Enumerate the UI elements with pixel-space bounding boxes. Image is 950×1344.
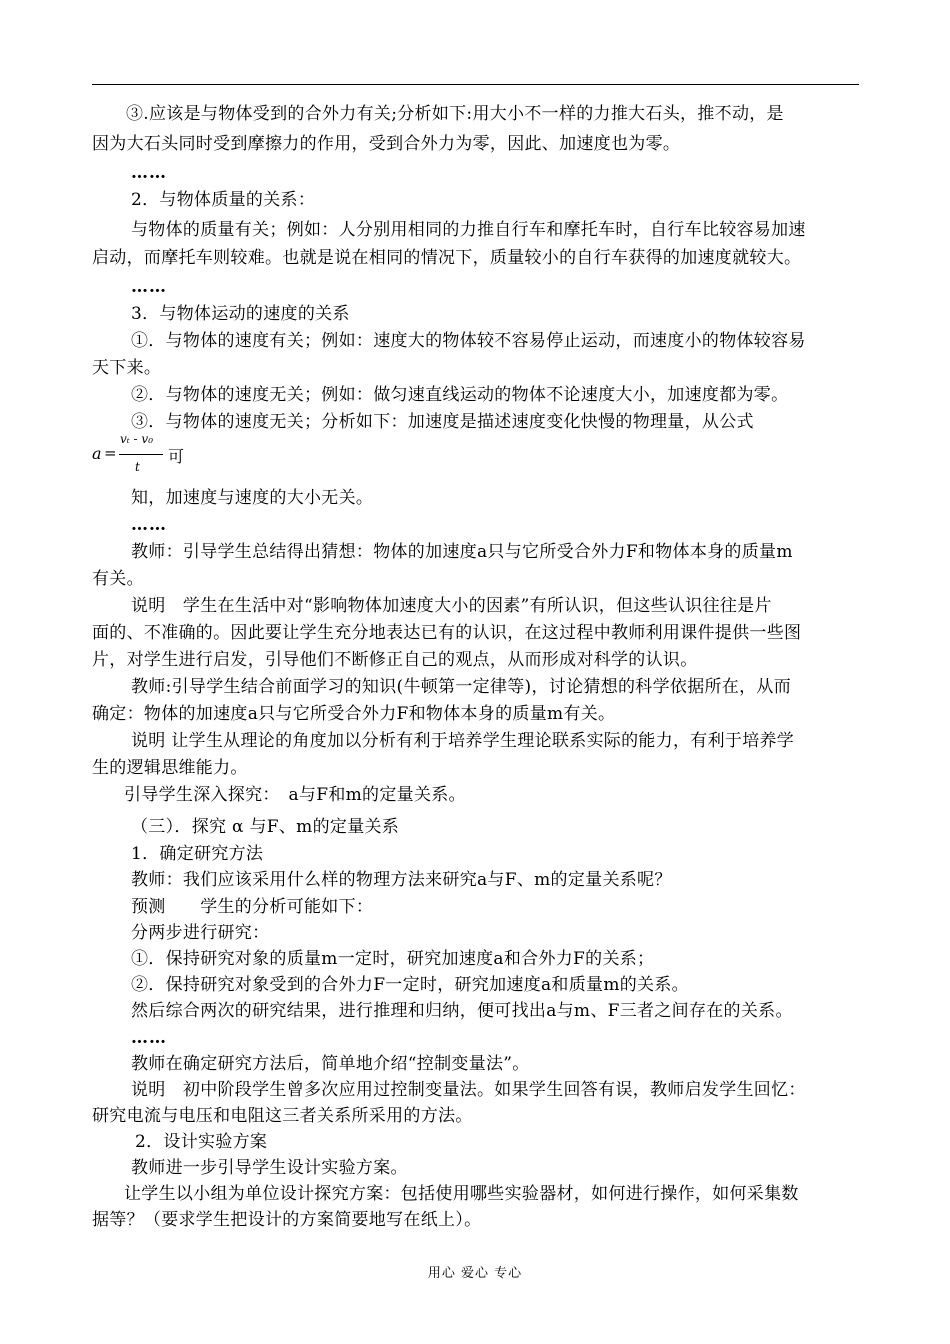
text-line: 2．与物体质量的关系：: [131, 190, 316, 210]
formula-numerator: vₜ - v₀: [120, 432, 154, 446]
text-line: 引导学生深入探究： a与F和m的定量关系。: [124, 785, 466, 805]
text-line: ①．与物体的速度有关；例如：速度大的物体较不容易停止运动，而速度小的物体较容易: [131, 331, 806, 351]
text-line: 然后综合两次的研究结果，进行推理和归纳，便可找出a与m、F三者之间存在的关系。: [131, 1001, 793, 1021]
header-rule: [92, 84, 859, 85]
text-line: ①．保持研究对象的质量m一定时，研究加速度a和合外力F的关系；: [131, 949, 655, 969]
text-line: 教师:引导学生结合前面学习的知识(牛顿第一定律等)，讨论猜想的科学依据所在，从而: [131, 677, 791, 697]
text-line: （三）．探究 α 与F、m的定量关系: [131, 817, 400, 837]
text-line: 据等？（要求学生把设计的方案简要地写在纸上）。: [92, 1210, 482, 1230]
text-line: 说明 让学生从理论的角度加以分析有利于培养学生理论联系实际的能力，有利于培养学: [131, 731, 795, 751]
text-line: 教师进一步引导学生设计实验方案。: [131, 1158, 408, 1178]
text-line: 分两步进行研究：: [131, 923, 270, 943]
text-line: 1．确定研究方法: [131, 844, 264, 864]
text-line: 研究电流与电压和电阻这三者关系所采用的方法。: [92, 1106, 473, 1126]
text-line: 片，对学生进行启发，引导他们不断修正自己的观点，从而形成对科学的认识。: [92, 650, 698, 670]
formula-equals: =: [104, 444, 117, 462]
text-line: ②．保持研究对象受到的合外力F一定时，研究加速度a和质量m的关系。: [131, 975, 689, 995]
text-line: 教师：引导学生总结得出猜想：物体的加速度a只与它所受合外力F和物体本身的质量m: [131, 542, 793, 562]
text-line: 面的、不准确的。因此要让学生充分地表达已有的认识，在这过程中教师利用课件提供一些图: [92, 623, 802, 643]
text-line: ③.应该是与物体受到的合外力有关;分析如下:用大小不一样的力推大石头，推不动，是: [126, 104, 784, 124]
text-line: 2．设计实验方案: [135, 1132, 268, 1152]
text-line: 说明 学生在生活中对“影响物体加速度大小的因素”有所认识，但这些认识往往是片: [131, 596, 772, 616]
text-line: ②．与物体的速度无关；例如：做匀速直线运动的物体不论速度大小，加速度都为零。: [131, 385, 789, 405]
text-line: 教师：我们应该采用什么样的物理方法来研究a与F、m的定量关系呢？: [131, 870, 672, 890]
ellipsis-line: ……: [131, 163, 167, 183]
text-line: 与物体的质量有关；例如：人分别用相同的力推自行车和摩托车时，自行车比较容易加速: [131, 220, 806, 240]
text-line: 预测 学生的分析可能如下：: [131, 897, 374, 917]
text-line: 天下来。: [92, 358, 162, 378]
text-line: 教师在确定研究方法后，简单地介绍“控制变量法”。: [131, 1054, 530, 1074]
text-line: 3．与物体运动的速度的关系: [131, 304, 350, 324]
text-line: 确定：物体的加速度a只与它所受合外力F和物体本身的质量m有关。: [92, 704, 616, 724]
text-line: 知，加速度与速度的大小无关。: [131, 488, 374, 508]
text-line: 启动，而摩托车则较难。也就是说在相同的情况下，质量较小的自行车获得的加速度就较大。: [92, 248, 802, 268]
text-line: 有关。: [92, 569, 144, 589]
formula-trailing-text: 可: [168, 447, 185, 466]
text-line: ③．与物体的速度无关；分析如下：加速度是描述速度变化快慢的物理量，从公式: [131, 412, 754, 432]
text-line: 让学生以小组为单位设计探究方案：包括使用哪些实验器材，如何进行操作，如何采集数: [124, 1184, 799, 1204]
formula-lhs: a: [92, 444, 102, 463]
formula-denominator: t: [135, 460, 140, 474]
ellipsis-line: ……: [131, 277, 167, 297]
text-line: 因为大石头同时受到摩擦力的作用，受到合外力为零，因此、加速度也为零。: [92, 134, 681, 154]
page-footer: 用心 爱心 专心: [427, 1266, 523, 1281]
ellipsis-line: ……: [131, 1028, 167, 1048]
acceleration-formula: [92, 432, 202, 482]
ellipsis-line: ……: [131, 515, 167, 535]
formula-fraction-bar: [119, 454, 163, 455]
text-line: 说明 初中阶段学生曾多次应用过控制变量法。如果学生回答有误，教师启发学生回忆：: [131, 1080, 806, 1100]
text-line: 生的逻辑思维能力。: [92, 758, 248, 778]
